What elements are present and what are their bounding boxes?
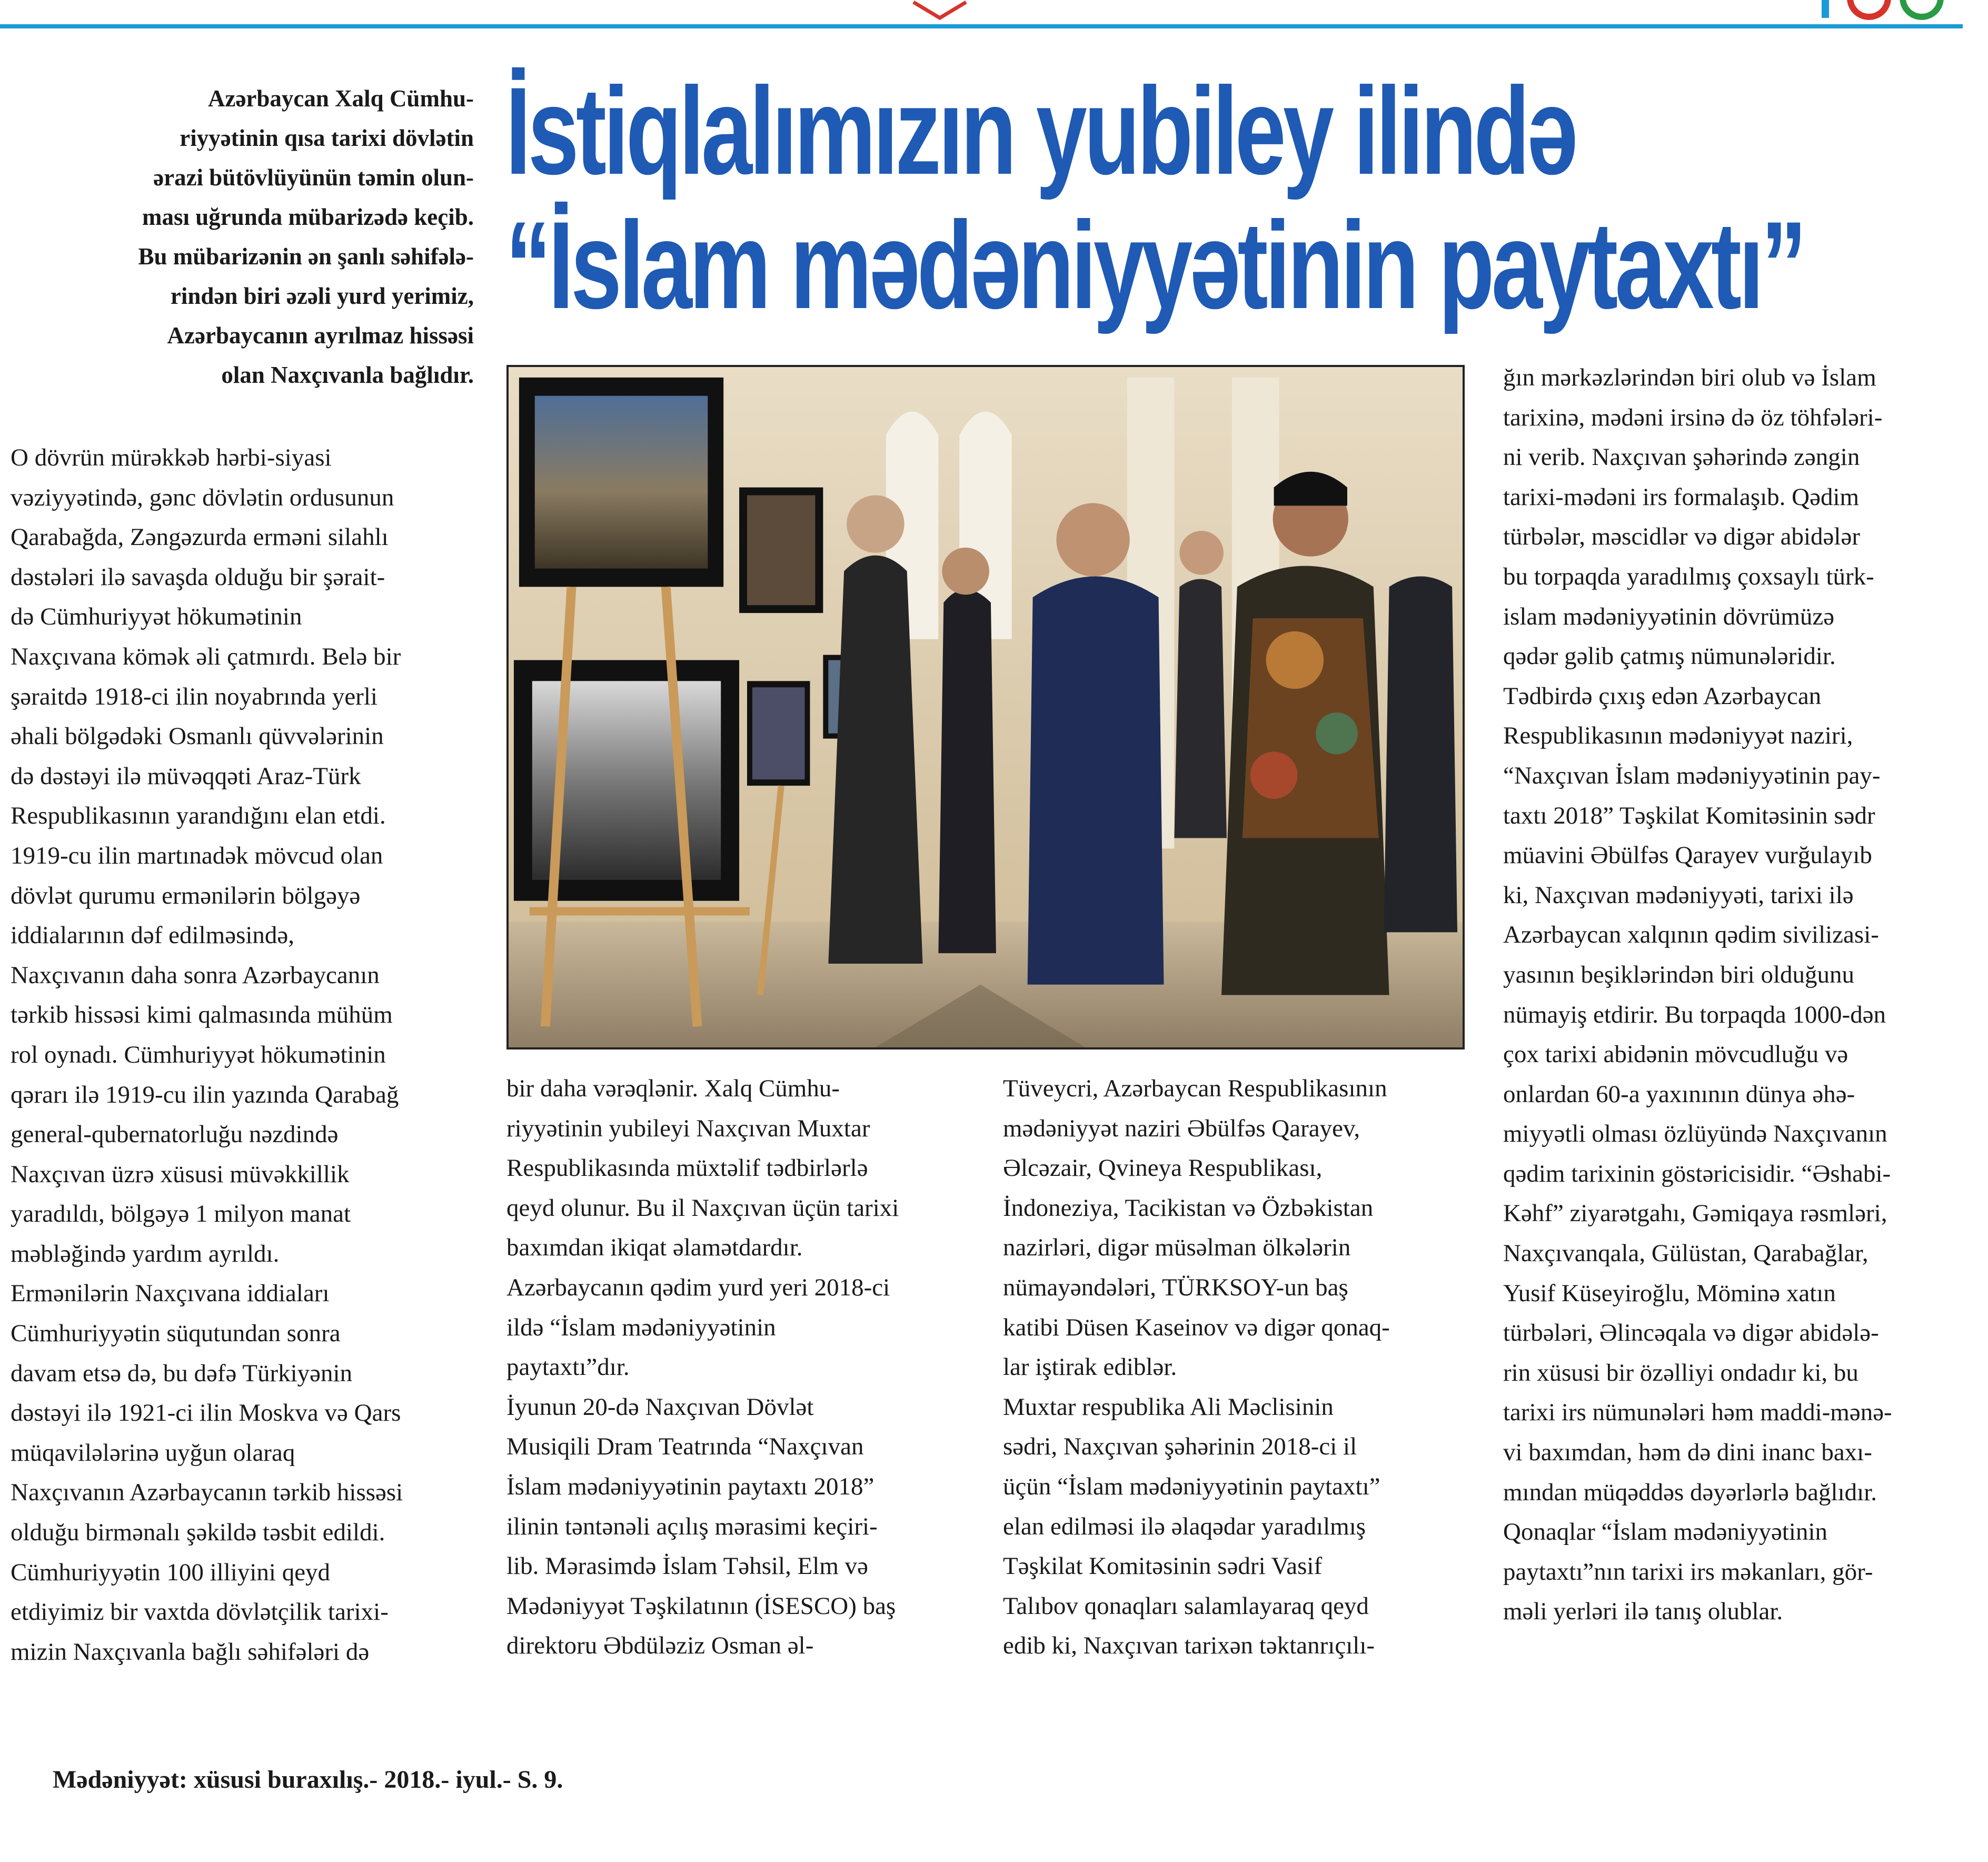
headline-line-2: “İslam mədəniyyətinin paytaxtı”: [505, 196, 1804, 335]
top-rule: [0, 24, 1963, 28]
article-column-4: ğın mərkəzlərindən biri olub və İslam tarixinə, mədəni irsinə də öz töhfələri- ni verib. Naxçıvan şəhərində zəngin tarixi-mədəni irs formalaşıb. Qədim türbələr, məscidlər və digər abidələr bu torpaqda yaradılmış çoxsaylı türk- islam mədəniyyətinin dövrümüzə qədər gəlib çatmış nümunələridir. Tədbirdə çıxış edən Azərbaycan Respublikasının mədəniyyət naziri, “Naxçıvan İslam mədəniyyətinin pay- taxtı 2018” Təşkilat Komitəsinin sədr müavini Əbülfəs Qarayev vurğulayıb ki, Naxçıvan mədəniyyəti, tarixi ilə Azərbaycan xalqının qədim sivilizasi- yasının beşiklərindən biri olduğunu nümayiş etdirir. Bu torpaqda 1000-dən çox tarixi abidənin mövcudluğu və onlardan 60-a yaxınının dünya əhə- miyyətli olması özlüyündə Naxçıvanın qədim tarixinin göstəricisidir. “Əshabi- Kəhf” ziyarətgahı, Gəmiqaya rəsmləri, Naxçıvanqala, Gülüstan, Qarabağlar, Yusif Küseyiroğlu, Möminə xatın türbələri, Əlincəqala və digər abidələ- rin xüsusi bir özəlliyi ondadır ki, bu tarixi irs nümunələri həm maddi-mənə- vi baxımdan, həm də dini inanc baxı- mından müqəddəs dəyərlərlə bağlıdır. Qonaqlar “İslam mədəniyyətinin paytaxtı”nın tarixi irs məkanları, gör- məli yerləri ilə tanış olublar.: [1503, 364, 1892, 1626]
exhibition-photo-icon: [506, 365, 1465, 1049]
centenary-100-logo-icon: [1811, 0, 1964, 23]
source-citation: Mədəniyyət: xüsusi buraxılış.- 2018.- iyul.- S. 9.: [53, 1766, 563, 1794]
red-chevron-ornament-icon: [911, 0, 969, 21]
article-lead: Azərbaycan Xalq Cümhu- riyyətinin qısa tarixi dövlətin ərazi bütövlüyünün təmin olun- ması uğrunda mübarizədə keçib. Bu mübarizənin ən şanlı səhifələ- rindən biri əzəli yurd yerimiz, Azərbaycanın ayrılmaz hissəsi olan Naxçıvanla bağlıdır.: [138, 85, 474, 388]
article-column-2: bir daha vərəqlənir. Xalq Cümhu- riyyətinin yubileyi Naxçıvan Muxtar Respublikasında müxtəlif tədbirlərlə qeyd olunur. Bu il Naxçıvan üçün tarixi baxımdan ikiqat əlamətdardır. Azərbaycanın qədim yurd yeri 2018-ci ildə “İslam mədəniyyətinin paytaxtı”dır. İyunun 20-də Naxçıvan Dövlət Musiqili Dram Teatrında “Naxçıvan İslam mədəniyyətinin paytaxtı 2018” ilinin təntənəli açılış mərasimi keçiri- lib. Mərasimdə İslam Təhsil, Elm və Mədəniyyət Təşkilatının (İSESCO) baş direktoru Əbdüləziz Osman əl-: [506, 1075, 899, 1660]
article-column-3: Tüveycri, Azərbaycan Respublikasının mədəniyyət naziri Əbülfəs Qarayev, Əlcəzair, Qvineya Respublikası, İndoneziya, Tacikistan və Özbəkistan nazirləri, digər müsəlman ölkələrin nümayəndələri, TÜRKSOY-un baş katibi Düsen Kaseinov və digər qonaq- lar iştirak ediblər. Muxtar respublika Ali Məclisinin sədri, Naxçıvan şəhərinin 2018-ci il üçün “İslam mədəniyyətinin paytaxtı” elan edilməsi ilə əlaqədar yaradılmış Təşkilat Komitəsinin sədri Vasif Talıbov qonaqları salamlayaraq qeyd edib ki, Naxçıvan tarixən təktanrıçılı-: [1003, 1075, 1390, 1660]
headline-line-1: İstiqlalımızın yubiley ilində: [505, 62, 1575, 201]
article-column-1: O dövrün mürəkkəb hərbi-siyasi vəziyyətində, gənc dövlətin ordusunun Qarabağda, Zəngəzurda erməni silahlı dəstələri ilə savaşda olduğu bir şərait- də Cümhuriyyət hökumətinin Naxçıvana kömək əli çatmırdı. Belə bir şəraitdə 1918-ci ilin noyabrında yerli əhali bölgədəki Osmanlı qüvvələrinin də dəstəyi ilə müvəqqəti Araz-Türk Respublikasının yarandığını elan etdi. 1919-cu ilin martınadək mövcud olan dövlət qurumu ermənilərin bölgəyə iddialarının dəf edilməsində, Naxçıvanın daha sonra Azərbaycanın tərkib hissəsi kimi qalmasında mühüm rol oynadı. Cümhuriyyət hökumətinin qərarı ilə 1919-cu ilin yazında Qarabağ general-qubernatorluğu nəzdində Naxçıvan üzrə xüsusi müvəkkillik yaradıldı, bölgəyə 1 milyon manat məbləğində yardım ayrıldı. Ermənilərin Naxçıvana iddiaları Cümhuriyyətin süqutundan sonra davam etsə də, bu dəfə Türkiyənin dəstəyi ilə 1921-ci ilin Moskva və Qars müqavilələrinə uyğun olaraq Naxçıvanın Azərbaycanın tərkib hissəsi olduğu birmənalı şəkildə təsbit edildi. Cümhuriyyətin 100 illiyini qeyd etdiyimiz bir vaxtda dövlətçilik tarixi- mizin Naxçıvanla bağlı səhifələri də: [11, 444, 403, 1666]
article-headline: [505, 62, 1804, 335]
